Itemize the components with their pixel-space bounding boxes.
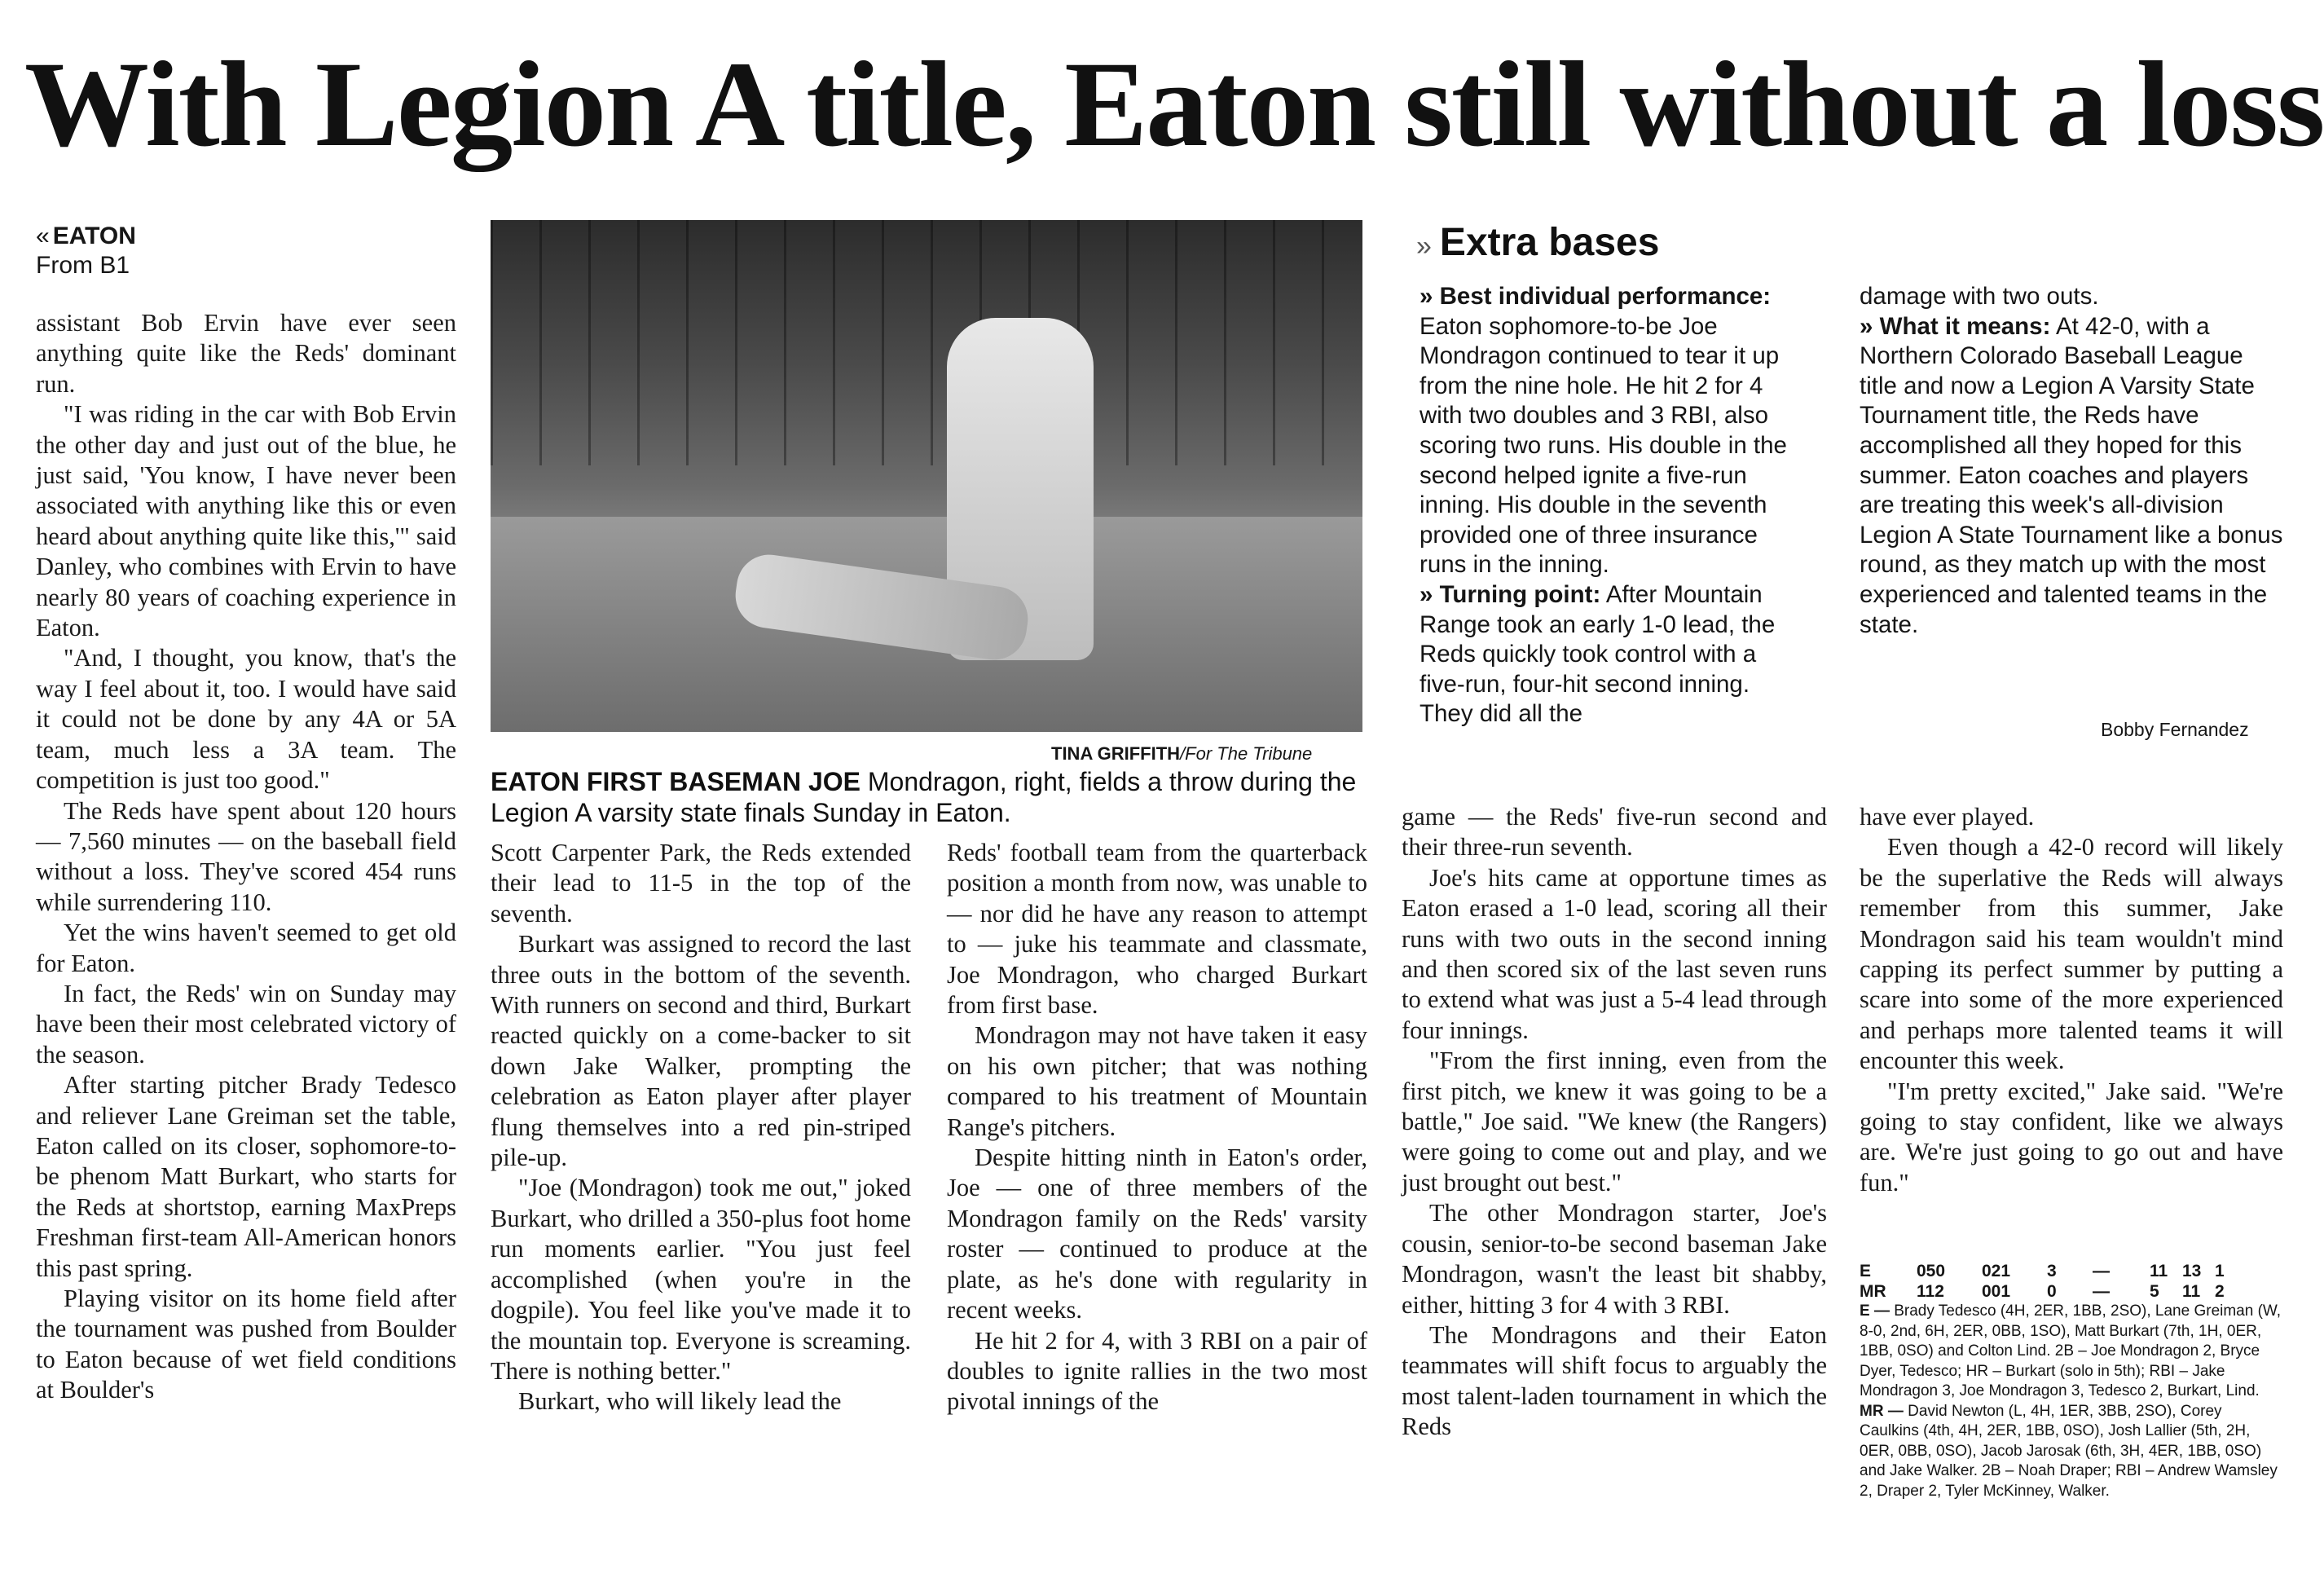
paragraph: In fact, the Reds' win on Sunday may have been their most celebrated victory of the season. bbox=[36, 979, 456, 1069]
paragraph: The Mondragons and their Eaton teammates will shift focus to arguably the most talent-laden tournament in which the Reds bbox=[1402, 1320, 1827, 1441]
paragraph: Despite hitting ninth in Eaton's order, Joe — one of three members of the Mondragon family on the Reds' varsity roster — continued to produce at the plate, as he's done with regularity in recent weeks. bbox=[947, 1144, 1367, 1324]
linescore-row bbox=[1860, 1282, 2283, 1302]
caption-lead: EATON FIRST BASEMAN JOE bbox=[491, 767, 860, 796]
box-team-label: E — bbox=[1860, 1302, 1890, 1320]
linescore-cell: 13 bbox=[2182, 1262, 2202, 1280]
linescore-cell: 1 bbox=[2215, 1262, 2225, 1280]
linescore-cell: 001 bbox=[1982, 1281, 2011, 1301]
paragraph: "I'm pretty excited," Jake said. "We're going to stay confident, like we always are. We're just going to go out and have fun." bbox=[1860, 1077, 2283, 1197]
article-column-2 bbox=[491, 838, 911, 1417]
linescore-cell: 11 bbox=[2150, 1262, 2168, 1280]
photo-credit-source: /For The Tribune bbox=[1180, 743, 1313, 764]
linescore-cell: 050 bbox=[1917, 1262, 1946, 1280]
paragraph: Burkart, who will likely lead the bbox=[518, 1387, 842, 1416]
article-column-4 bbox=[1402, 802, 1827, 1443]
sidebar-label: » Best individual performance: bbox=[1419, 283, 1772, 310]
photo-credit bbox=[1051, 743, 1312, 765]
photo-fence bbox=[491, 220, 1362, 465]
sidebar-byline: Bobby Fernandez bbox=[2101, 719, 2249, 740]
linescore-cell: 5 bbox=[2150, 1281, 2159, 1301]
sidebar-text: After Mountain Range took an early 1-0 lead, the Reds quickly took control with a five-run, four-hit second inning. They did all the bbox=[1419, 580, 1776, 728]
box-eaton-summary bbox=[1860, 1302, 2283, 1402]
paragraph: game — the Reds' five-run second and their three-run seventh. bbox=[1402, 803, 1827, 862]
sidebar-title bbox=[1416, 220, 1659, 269]
article-column-5 bbox=[1860, 802, 2283, 1198]
paragraph: Burkart was assigned to record the last three outs in the bottom of the seventh. With runners on second and third, Burkart reacted quickly on a come-backer to sit down Jake Walker, prompting the celebration as Eaton player after player flung themselves into a red pin-striped pile-up. bbox=[491, 930, 911, 1172]
linescore-cell: — bbox=[2093, 1281, 2110, 1301]
sidebar-best-performance bbox=[1419, 282, 1802, 580]
box-mountain-range-summary bbox=[1860, 1402, 2283, 1502]
paragraph: Yet the wins haven't seemed to get old for Eaton. bbox=[36, 919, 456, 977]
paragraph: Reds' football team from the quarterback position a month from now, was unable to — nor did he have any reason to attempt to — juke his teammate and classmate, Joe Mondragon, who charged Burkart from first base. bbox=[947, 839, 1367, 1020]
sidebar-column-2 bbox=[1860, 282, 2283, 640]
photo-credit-name: TINA GRIFFITH bbox=[1051, 743, 1181, 764]
double-chevron-right-icon: » bbox=[1416, 231, 1432, 262]
paragraph: Scott Carpenter Park, the Reds extended their lead to 11-5 in the top of the seventh. bbox=[491, 839, 911, 928]
paragraph: The Reds have spent about 120 hours — 7,560 minutes — on the baseball field without a loss. They've scored 454 runs while surrendering 110. bbox=[36, 796, 456, 916]
paragraph: Even though a 42-0 record will likely be the superlative the Reds will always remember from this summer, Jake Mondragon said his team wouldn't mind capping its perfect summer by putting a scare into some of the more experienced and perhaps more talented teams it will encounter this week. bbox=[1860, 833, 2283, 1075]
jump-tag-label: EATON bbox=[52, 223, 136, 249]
sidebar-label: » Turning point: bbox=[1419, 580, 1601, 608]
linescore-cell: 112 bbox=[1917, 1281, 1944, 1301]
box-summary-text: Brady Tedesco (4H, 2ER, 1BB, 2SO), Lane Greiman (W, 8-0, 2nd, 6H, 2ER, 0BB, 1SO), Matt Burkart (7th, 1H, 0ER, 1BB, 0SO) and Colton Lind. 2B – Joe Mondragon 2, Bryce Dyer, Tedesco; HR – Burkart (solo in 5th); RBI – Jake Mondragon 3, Joe Mondragon 3, Tedesco 2, Burkart, Lind. bbox=[1860, 1302, 2282, 1399]
box-summary-text: David Newton (L, 4H, 1ER, 3BB, 2SO), Corey Caulkins (4th, 4H, 2ER, 1BB, 0SO), Josh Lallier (5th, 2H, 0ER, 0BB, 0SO), Jacob Jarosak (6th, 3H, 4ER, 1BB, 0SO) and Jake Walker. 2B – Noah Draper; RBI – Andrew Wamsley 2, Draper 2, Tyler McKinney, Walker. bbox=[1860, 1402, 2278, 1500]
jump-tag bbox=[36, 222, 136, 251]
linescore-cell: E bbox=[1860, 1262, 1872, 1280]
linescore-cell: 3 bbox=[2047, 1262, 2057, 1280]
linescore-cell: 2 bbox=[2215, 1281, 2225, 1301]
paragraph: Joe's hits came at opportune times as Eaton erased a 1-0 lead, scoring all their runs with two outs in the second inning and then scored six of the last seven runs to extend what was just a 5-4 lead through four innings. bbox=[1402, 863, 1827, 1044]
paragraph: "From the first inning, even from the first pitch, we knew it was going to be a battle," Joe said. "We knew (the Rangers) were going to come out and play, and we just brought out best." bbox=[1402, 1047, 1827, 1197]
box-team-label: MR — bbox=[1860, 1402, 1904, 1420]
sidebar-continued: damage with two outs. bbox=[1860, 283, 2099, 310]
paragraph: "Joe (Mondragon) took me out," joked Burkart, who drilled a 350-plus foot home run moments earlier. "You just feel accomplished (when you're in the dogpile). You feel like you've made it to the mountain top. Everyone is screaming. There is nothing better." bbox=[491, 1174, 911, 1385]
jump-from: From B1 bbox=[36, 252, 130, 279]
paragraph: "And, I thought, you know, that's the way I feel about it, too. I would have said it could not be done by any 4A or 5A team, much less a 3A team. The competition is just too good." bbox=[36, 644, 456, 795]
photo-caption bbox=[491, 766, 1362, 828]
sidebar-text: Eaton sophomore-to-be Joe Mondragon continued to tear it up from the nine hole. He hit 2 for 4 with two doubles and 3 RBI, also scoring two runs. His double in the second helped ignite a five-run inning. His double in the seventh provided one of three insurance runs in the inning. bbox=[1419, 312, 1787, 579]
paragraph: "I was riding in the car with Bob Ervin the other day and just out of the blue, he just said, 'You know, I have never been associated with anything like this or even heard about anything quite like this,'" said Danley, who combines with Ervin to have nearly 80 years of coaching experience in Eaton. bbox=[36, 400, 456, 642]
caption-text: Mondragon, right, fields a throw during the Legion A varsity state finals Sunday in Eaton. bbox=[491, 767, 1357, 827]
linescore-cell: 11 bbox=[2182, 1281, 2201, 1301]
paragraph: Playing visitor on its home field after the tournament was pushed from Boulder to Eaton because of wet field conditions at Boulder's bbox=[36, 1285, 456, 1404]
paragraph: After starting pitcher Brady Tedesco and reliever Lane Greiman set the table, Eaton called on its closer, sophomore-to-be phenom Matt Burkart, who starts for the Reds at shortstop, earning MaxPreps Freshman first-team All-American honors this past spring. bbox=[36, 1071, 456, 1282]
sidebar-text: At 42-0, with a Northern Colorado Baseball League title and now a Legion A Varsity State Tournament title, the Reds have accomplished all they hoped for this summer. Eaton coaches and players are treating this week's all-division Legion A State Tournament like a bonus round, as they match up with the most experienced and talented teams in the state. bbox=[1860, 312, 2283, 638]
linescore-row bbox=[1860, 1262, 2283, 1282]
paragraph: He hit 2 for 4, with 3 RBI on a pair of doubles to ignite rallies in the two most pivotal innings of the bbox=[947, 1326, 1367, 1416]
paragraph: have ever played. bbox=[1860, 803, 2035, 831]
paragraph: assistant Bob Ervin have ever seen anything quite like the Reds' dominant run. bbox=[36, 309, 456, 398]
box-score bbox=[1860, 1262, 2283, 1501]
sidebar-column-1 bbox=[1419, 282, 1802, 729]
paragraph: Mondragon may not have taken it easy on his own pitcher; that was nothing compared to his treatment of Mountain Range's pitchers. bbox=[947, 1021, 1367, 1141]
sidebar-what-it-means bbox=[1860, 312, 2283, 641]
sidebar-title-text: Extra bases bbox=[1439, 221, 1660, 264]
game-photo bbox=[491, 220, 1362, 732]
linescore-cell: 021 bbox=[1982, 1262, 2011, 1280]
linescore-cell: MR bbox=[1860, 1281, 1886, 1301]
article-column-1 bbox=[36, 308, 456, 1406]
paragraph: The other Mondragon starter, Joe's cousin, senior-to-be second baseman Jake Mondragon, wasn't the least bit shabby, either, hitting 3 for 4 with 3 RBI. bbox=[1402, 1199, 1827, 1319]
sidebar-turning-point bbox=[1419, 580, 1802, 729]
linescore-cell: — bbox=[2093, 1262, 2110, 1280]
headline: With Legion A title, Eaton still without a loss bbox=[24, 37, 2324, 172]
article-column-3 bbox=[947, 838, 1367, 1417]
linescore-cell: 0 bbox=[2047, 1281, 2057, 1301]
jump-reference bbox=[36, 222, 136, 280]
sidebar-label: » What it means: bbox=[1860, 312, 2051, 340]
chevron-left-icon: « bbox=[36, 223, 50, 249]
